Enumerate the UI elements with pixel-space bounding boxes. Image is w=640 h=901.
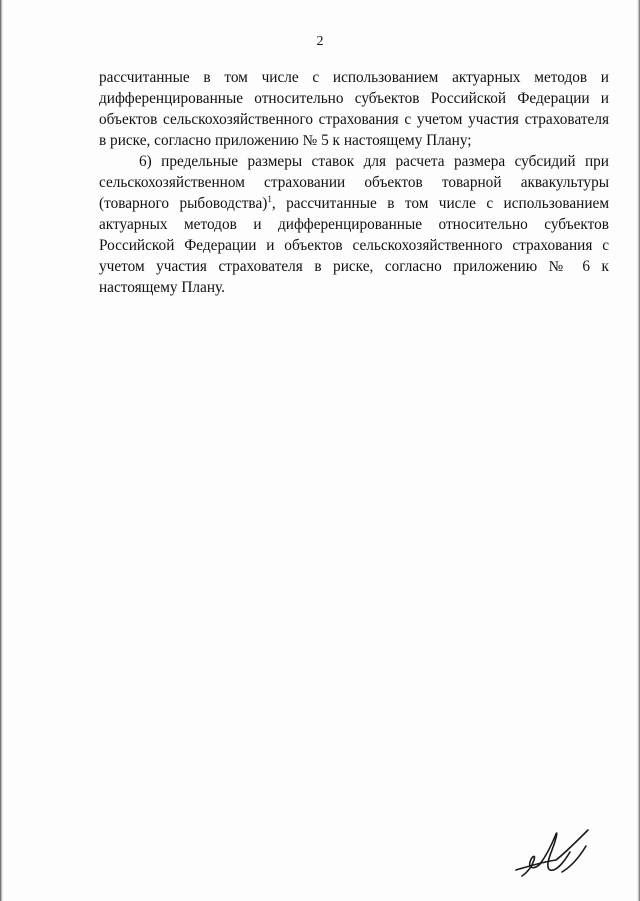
paragraph-item-6-text-after: , рассчитанные в том числе с использованием актуарных методов и дифференцированные относительно субъектов Российской Федерации и объектов сельскохозяйственного страхования с учетом участия страхователя в риске, согласно приложению № 6 к настоящему Плану. (99, 195, 610, 296)
paragraph-item-6 (99, 151, 609, 298)
document-body (99, 67, 609, 298)
scan-edge-left (0, 0, 3, 901)
paragraph-continuation: рассчитанные в том числе с использованием актуарных методов и дифференцированные относительно субъектов Российской Федерации и объектов сельскохозяйственного страхования с учетом участия страхователя в риске, согласно приложению № 5 к настоящему Плану; (99, 69, 609, 149)
handwritten-signature-icon (512, 826, 592, 880)
footnote-ref: 1 (267, 194, 272, 204)
paragraph-item-6-text-before: 6) предельные размеры ставок для расчета размера субсидий при сельскохозяйственном страховании объектов товарной аквакультуры (товарного рыбоводства) (99, 153, 609, 212)
page-number: 2 (316, 34, 324, 49)
